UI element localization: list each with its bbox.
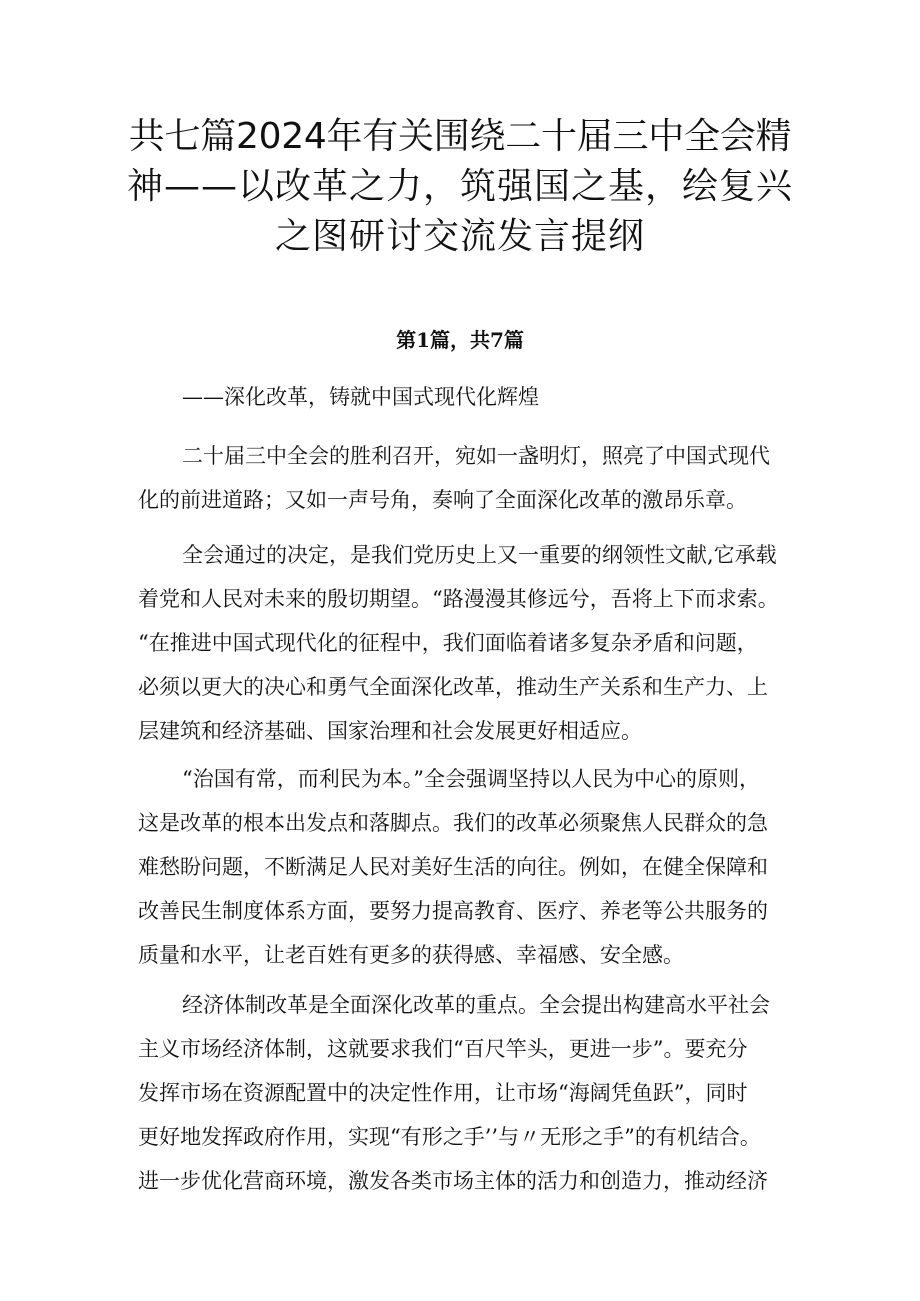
paragraph-line: 经济体制改革是全面深化改革的重点。全会提出构建高水平社会	[182, 993, 770, 1017]
paragraph-line: 主义市场经济体制，这就要求我们“百尺竿头，更进一步”。要充分	[138, 1037, 748, 1061]
paragraph-3	[138, 757, 798, 977]
paragraph-line: “治国有常，而利民为本。”全会强调坚持以人民为中心的原则，	[182, 767, 760, 791]
paragraph-4	[138, 983, 798, 1203]
paragraph-1	[138, 434, 798, 522]
paragraph-2	[138, 533, 798, 753]
paragraph-line: 难愁盼问题，不断满足人民对美好生活的向往。例如，在健全保障和	[138, 855, 768, 879]
title-line: 神——以改革之力，筑强国之基，绘复兴	[126, 166, 793, 207]
paragraph-line: 这是改革的根本出发点和落脚点。我们的改革必须聚焦人民群众的急	[138, 811, 768, 835]
paragraph-line: 化的前进道路；又如一声号角，奏响了全面深化改革的激昂乐章。	[138, 488, 747, 512]
document-title	[120, 112, 800, 262]
paragraph-line: 层建筑和经济基础、国家治理和社会发展更好相适应。	[138, 719, 642, 743]
paragraph-line: 质量和水平，让老百姓有更多的获得感、幸福感、安全感。	[138, 943, 684, 967]
section-subtitle: ——深化改革，铸就中国式现代化辉煌	[182, 385, 539, 409]
paragraph-line: 着党和人民对未来的殷切期望。“路漫漫其修远兮，吾将上下而求索。	[138, 587, 779, 611]
part-heading: 第1篇，共7篇	[396, 328, 524, 352]
paragraph-line: 进一步优化营商环境，激发各类市场主体的活力和创造力，推动经济	[138, 1169, 768, 1193]
paragraph-line: “在推进中国式现代化的征程中，我们面临着诸多复杂矛盾和问题，	[138, 631, 758, 655]
title-line: 共七篇2024年有关围绕二十届三中全会精	[128, 116, 792, 157]
paragraph-line: 发挥市场在资源配置中的决定性作用，让市场“海阔凭鱼跃”，同时	[138, 1081, 748, 1105]
paragraph-line: 全会通过的决定，是我们党历史上又一重要的纲领性文献,它承载	[182, 543, 777, 567]
paragraph-line: 更好地发挥政府作用，实现“有形之手’’与〃无形之手”的有机结合。	[138, 1125, 761, 1149]
paragraph-line: 二十届三中全会的胜利召开，宛如一盏明灯，照亮了中国式现代	[182, 444, 770, 468]
paragraph-line: 改善民生制度体系方面，要努力提高教育、医疗、养老等公共服务的	[138, 899, 768, 923]
title-line: 之图研讨交流发言提纲	[274, 216, 645, 257]
paragraph-line: 必须以更大的决心和勇气全面深化改革，推动生产关系和生产力、上	[138, 675, 768, 699]
